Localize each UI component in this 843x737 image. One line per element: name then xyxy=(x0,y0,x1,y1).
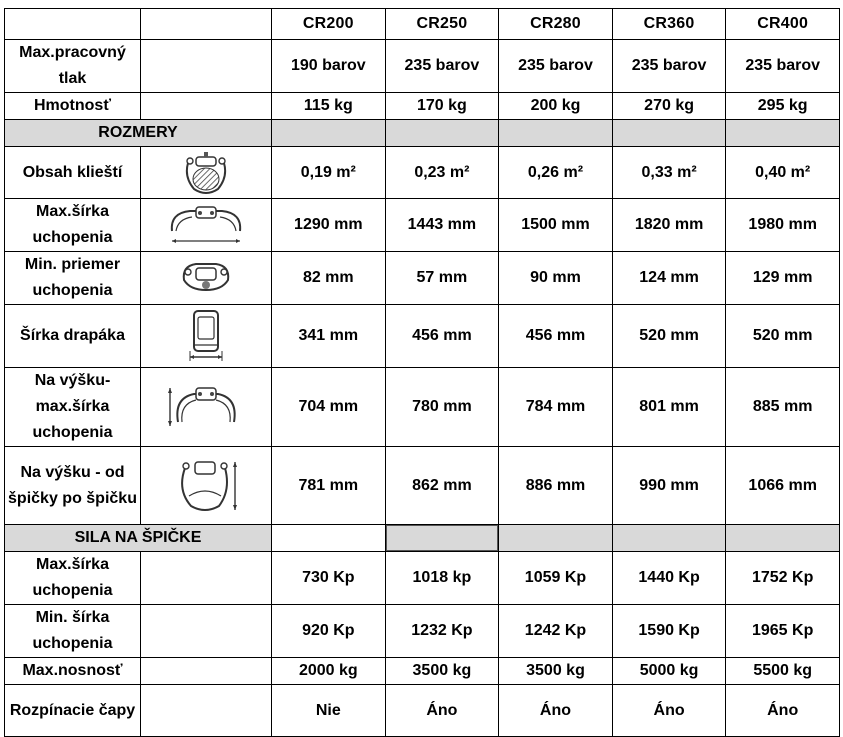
grab-area-icon xyxy=(178,149,234,197)
row-label: Obsah klieští xyxy=(5,147,141,199)
row-label: Max.šírka uchopenia xyxy=(5,552,141,605)
table-row xyxy=(5,447,840,525)
cell-value: 90 mm xyxy=(499,252,613,305)
row-label: Šírka drapáka xyxy=(5,305,141,368)
cell-value: Áno xyxy=(499,685,613,737)
table-row xyxy=(5,368,840,447)
row-label: Rozpínacie čapy xyxy=(5,685,141,737)
section-title: ROZMERY xyxy=(5,120,272,147)
table-row xyxy=(5,93,840,120)
cell-value: 2000 kg xyxy=(272,658,386,685)
header-blank-cell xyxy=(141,9,272,40)
cell-value: 1500 mm xyxy=(499,199,613,252)
model-header: CR400 xyxy=(726,9,840,40)
grapple-width-icon xyxy=(184,307,228,365)
section-filler xyxy=(272,525,386,552)
cell-value: 784 mm xyxy=(499,368,613,447)
cell-value: 3500 kg xyxy=(385,658,499,685)
cell-value: 456 mm xyxy=(385,305,499,368)
cell-value: Nie xyxy=(272,685,386,737)
cell-value: Áno xyxy=(385,685,499,737)
icon-cell-empty xyxy=(141,685,272,737)
icon-cell xyxy=(141,447,272,525)
section-filler xyxy=(385,120,499,147)
cell-value: 124 mm xyxy=(612,252,726,305)
icon-cell-empty xyxy=(141,93,272,120)
icon-cell xyxy=(141,199,272,252)
height-open-icon xyxy=(164,382,248,432)
cell-value: 270 kg xyxy=(612,93,726,120)
icon-cell-empty xyxy=(141,658,272,685)
table-row xyxy=(5,685,840,737)
icon-cell xyxy=(141,147,272,199)
cell-value: 5000 kg xyxy=(612,658,726,685)
cell-value: Áno xyxy=(612,685,726,737)
table-row xyxy=(5,40,840,93)
section-filler xyxy=(726,525,840,552)
header-row xyxy=(5,9,840,40)
section-title: SILA NA ŠPIČKE xyxy=(5,525,272,552)
cell-value: 170 kg xyxy=(385,93,499,120)
cell-value: 190 barov xyxy=(272,40,386,93)
row-label: Max.šírka uchopenia xyxy=(5,199,141,252)
cell-value: 235 barov xyxy=(612,40,726,93)
cell-value: 920 Kp xyxy=(272,605,386,658)
icon-cell-empty xyxy=(141,605,272,658)
cell-value: 1965 Kp xyxy=(726,605,840,658)
cell-value: 1443 mm xyxy=(385,199,499,252)
row-label: Na výšku - od špičky po špičku xyxy=(5,447,141,525)
icon-cell xyxy=(141,252,272,305)
table-row xyxy=(5,147,840,199)
row-label: Max.nosnosť xyxy=(5,658,141,685)
model-header: CR200 xyxy=(272,9,386,40)
section-row xyxy=(5,525,840,552)
section-filler xyxy=(499,120,613,147)
cell-value: 5500 kg xyxy=(726,658,840,685)
cell-value: 520 mm xyxy=(612,305,726,368)
icon-cell-empty xyxy=(141,40,272,93)
cell-value: 1752 Kp xyxy=(726,552,840,605)
spec-table xyxy=(4,8,840,737)
cell-value: 129 mm xyxy=(726,252,840,305)
cell-value: 885 mm xyxy=(726,368,840,447)
cell-value: 1980 mm xyxy=(726,199,840,252)
cell-value: 0,40 m² xyxy=(726,147,840,199)
section-filler xyxy=(726,120,840,147)
row-label: Max.pracovný tlak xyxy=(5,40,141,93)
cell-value: 1440 Kp xyxy=(612,552,726,605)
height-tip-icon xyxy=(171,456,241,516)
cell-value: 1820 mm xyxy=(612,199,726,252)
cell-value: 1590 Kp xyxy=(612,605,726,658)
section-filler xyxy=(499,525,613,552)
cell-value: 990 mm xyxy=(612,447,726,525)
icon-cell xyxy=(141,305,272,368)
row-label: Na výšku-max.šírka uchopenia xyxy=(5,368,141,447)
cell-value: 781 mm xyxy=(272,447,386,525)
table-row xyxy=(5,252,840,305)
cell-value: 704 mm xyxy=(272,368,386,447)
table-row xyxy=(5,305,840,368)
cell-value: 862 mm xyxy=(385,447,499,525)
min-diameter-icon xyxy=(176,258,236,298)
cell-value: 456 mm xyxy=(499,305,613,368)
cell-value: 3500 kg xyxy=(499,658,613,685)
cell-value: 235 barov xyxy=(726,40,840,93)
section-filler xyxy=(612,525,726,552)
cell-value: 801 mm xyxy=(612,368,726,447)
cell-value: 295 kg xyxy=(726,93,840,120)
cell-value: 341 mm xyxy=(272,305,386,368)
section-row xyxy=(5,120,840,147)
cell-value: Áno xyxy=(726,685,840,737)
model-header: CR280 xyxy=(499,9,613,40)
cell-value: 0,33 m² xyxy=(612,147,726,199)
row-label: Min. šírka uchopenia xyxy=(5,605,141,658)
model-header: CR360 xyxy=(612,9,726,40)
cell-value: 0,19 m² xyxy=(272,147,386,199)
section-filler xyxy=(612,120,726,147)
section-filler-selected[interactable] xyxy=(385,525,499,552)
table-row xyxy=(5,605,840,658)
cell-value: 1066 mm xyxy=(726,447,840,525)
cell-value: 780 mm xyxy=(385,368,499,447)
cell-value: 57 mm xyxy=(385,252,499,305)
cell-value: 115 kg xyxy=(272,93,386,120)
icon-cell-empty xyxy=(141,552,272,605)
icon-cell xyxy=(141,368,272,447)
cell-value: 200 kg xyxy=(499,93,613,120)
cell-value: 1290 mm xyxy=(272,199,386,252)
cell-value: 1242 Kp xyxy=(499,605,613,658)
row-label: Min. priemer uchopenia xyxy=(5,252,141,305)
cell-value: 730 Kp xyxy=(272,552,386,605)
table-row xyxy=(5,552,840,605)
table-row xyxy=(5,199,840,252)
row-label: Hmotnosť xyxy=(5,93,141,120)
cell-value: 520 mm xyxy=(726,305,840,368)
cell-value: 1232 Kp xyxy=(385,605,499,658)
cell-value: 0,26 m² xyxy=(499,147,613,199)
table-row xyxy=(5,658,840,685)
cell-value: 886 mm xyxy=(499,447,613,525)
cell-value: 1018 kp xyxy=(385,552,499,605)
model-header: CR250 xyxy=(385,9,499,40)
cell-value: 235 barov xyxy=(385,40,499,93)
header-blank-cell xyxy=(5,9,141,40)
cell-value: 82 mm xyxy=(272,252,386,305)
cell-value: 0,23 m² xyxy=(385,147,499,199)
max-open-width-icon xyxy=(166,203,246,247)
cell-value: 1059 Kp xyxy=(499,552,613,605)
cell-value: 235 barov xyxy=(499,40,613,93)
section-filler xyxy=(272,120,386,147)
